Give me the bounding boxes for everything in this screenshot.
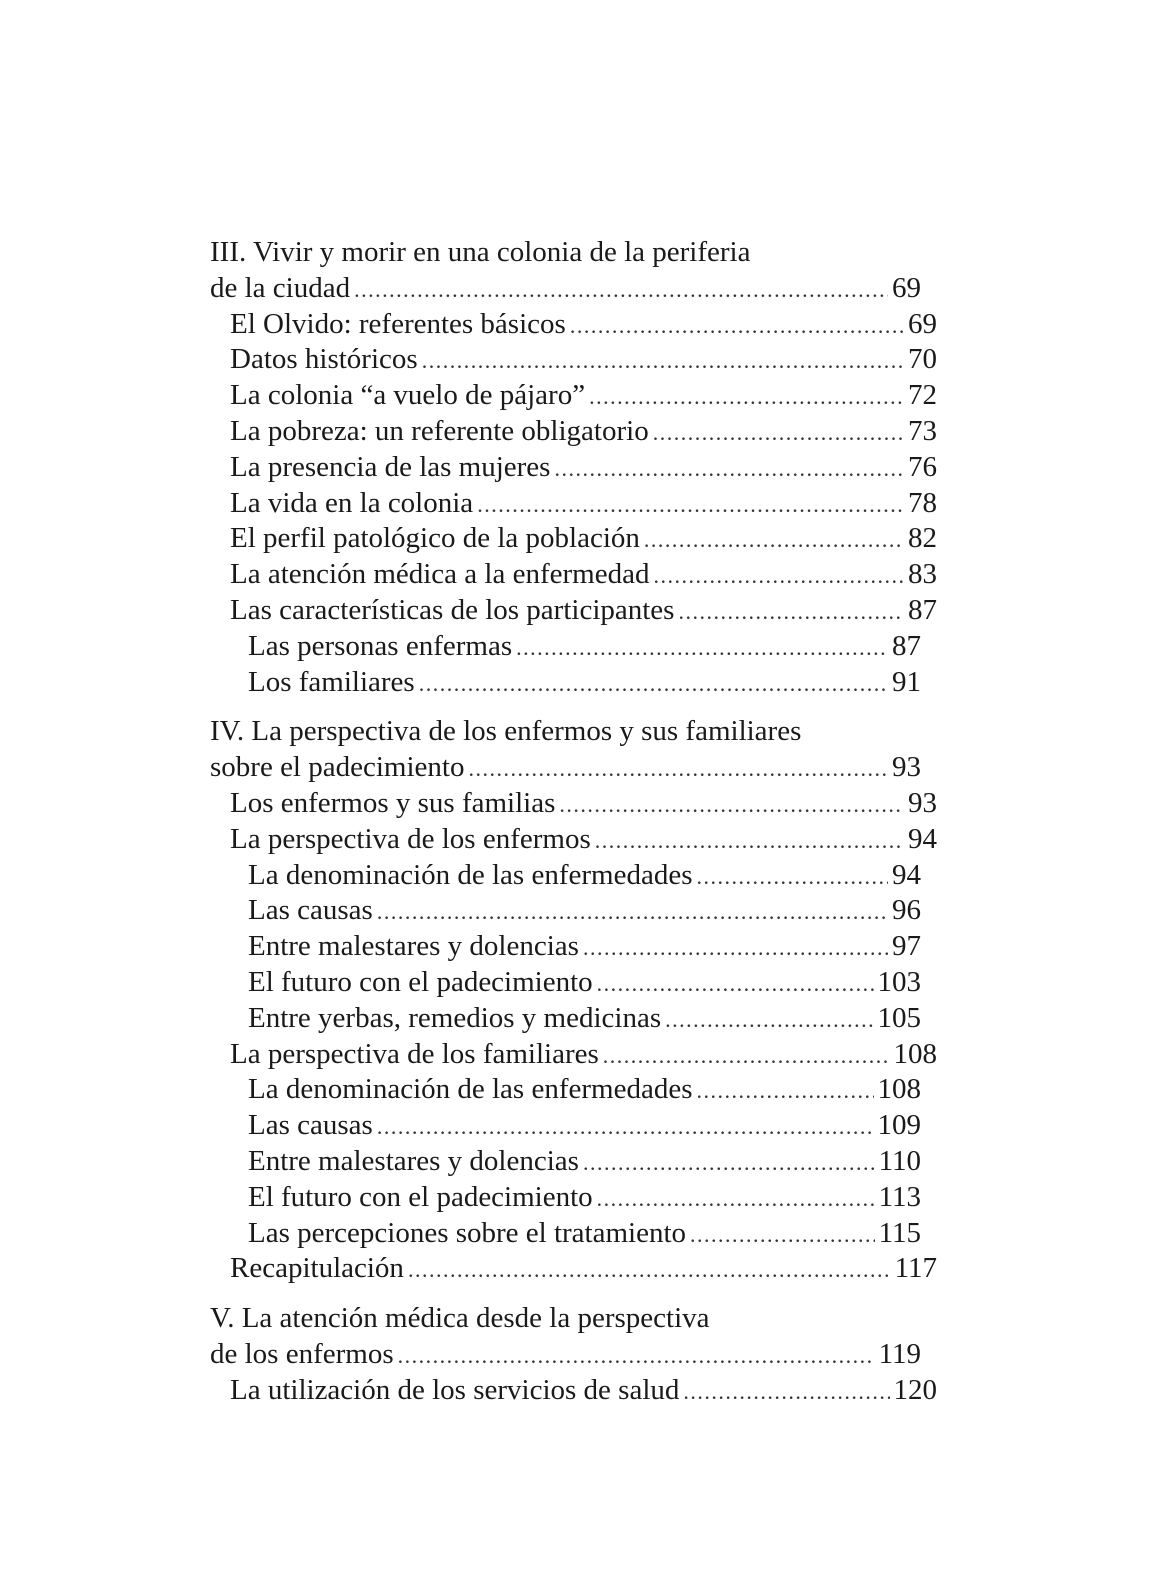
dot-leader [589,379,904,415]
toc-page-number: 87 [892,629,921,662]
toc-entry-label: Entre malestares y dolencias [248,930,579,963]
toc-entry [210,1072,921,1108]
toc-entry-label: Los enfermos y sus familias [230,786,556,819]
toc-entry-label: El futuro con el padecimiento [248,965,593,998]
toc-page-number: 82 [908,522,937,555]
chapter-title-continuation [210,1337,921,1373]
chapter-title: III. Vivir y morir en una colonia de la periferia [210,236,751,268]
toc-entry [210,378,937,414]
dot-leader [398,1338,875,1374]
toc-entry-label: La vida en la colonia [230,486,474,519]
toc-entry [210,1144,921,1180]
dot-leader [377,1109,874,1145]
dot-leader [554,451,904,487]
dot-leader [559,787,904,823]
toc-entry-label: Entre malestares y dolencias [248,1144,579,1177]
toc-entry-label: Las percepciones sobre el tratamiento [248,1216,687,1249]
table-of-contents [210,235,950,1409]
toc-page-number: 113 [878,1180,921,1213]
toc-entry [210,414,937,450]
toc-page-number: 94 [908,822,937,855]
toc-entry-label: La denominación de las enfermedades [248,858,693,891]
toc-page-number: 70 [908,343,937,376]
toc-page-number: 83 [908,558,937,591]
toc-entry-label: de la ciudad [210,271,351,304]
toc-entry [210,593,937,629]
toc-entry [210,629,921,665]
toc-page-number: 73 [908,414,937,447]
toc-page-number: 96 [892,894,921,927]
toc-entry [210,450,937,486]
dot-leader [516,630,888,666]
toc-entry-label: La perspectiva de los familiares [230,1037,599,1070]
toc-entry [210,342,937,378]
toc-entry-label: La presencia de las mujeres [230,450,551,483]
toc-entry-label: La colonia “a vuelo de pájaro” [230,379,586,412]
toc-entry-label: El Olvido: referentes básicos [230,307,566,340]
toc-entry-label: El perfil patológico de la población [230,522,640,555]
toc-page-number: 94 [892,858,921,891]
toc-entry [210,1037,937,1073]
toc-page-number: 108 [877,1073,921,1106]
toc-entry-label: La perspectiva de los enfermos [230,822,591,855]
dot-leader [678,594,904,630]
chapter-title: V. La atención médica desde la perspectiva [210,1302,710,1335]
dot-leader [603,1038,890,1074]
dot-leader [583,930,888,966]
toc-entry [210,521,937,557]
toc-page-number: 97 [892,930,921,963]
dot-leader [477,487,904,523]
toc-entry-label: Las características de los participantes [230,593,675,626]
toc-chapter [210,1301,950,1408]
chapter-title-continuation [210,271,921,307]
dot-leader [377,894,888,930]
toc-entry [210,1251,937,1287]
toc-entry-label: La pobreza: un referente obligatorio [230,414,649,447]
toc-entry-label: Datos históricos [230,343,418,376]
toc-entry [210,1373,937,1409]
toc-page-number: 69 [892,271,921,304]
toc-page-number: 93 [892,751,921,784]
dot-leader [570,308,904,344]
toc-entry [210,822,937,858]
toc-chapter [210,714,950,1287]
toc-page-number: 78 [908,486,937,519]
dot-leader [597,1181,875,1217]
toc-entry [210,486,937,522]
dot-leader [422,343,904,379]
toc-entry-label: El futuro con el padecimiento [248,1180,593,1213]
toc-entry [210,557,937,593]
toc-entry [210,893,921,929]
toc-entry-label: La atención médica a la enfermedad [230,558,650,591]
toc-entry [210,665,921,701]
toc-page-number: 105 [877,1001,921,1034]
toc-entry-label: Las personas enfermas [248,629,513,662]
dot-leader [583,1145,875,1181]
dot-leader [653,558,904,594]
toc-entry-label: La utilización de los servicios de salud [230,1373,680,1406]
toc-page-number: 103 [877,965,921,998]
toc-entry-label: Las causas [248,1109,373,1142]
dot-leader [653,415,904,451]
dot-leader [597,966,874,1002]
toc-page-number: 69 [908,307,937,340]
toc-page-number: 76 [908,450,937,483]
toc-entry-label: de los enfermos [210,1337,394,1370]
dot-leader [408,1252,891,1288]
toc-entry [210,786,937,822]
toc-entry-label: Entre yerbas, remedios y medicinas [248,1001,662,1034]
toc-entry-label: La denominación de las enfermedades [248,1073,693,1106]
dot-leader [696,1073,873,1109]
chapter-title: IV. La perspectiva de los enfermos y sus familiares [210,715,802,748]
toc-page-number: 91 [892,665,921,698]
toc-page-number: 119 [878,1337,921,1370]
dot-leader [595,823,904,859]
dot-leader [468,751,888,787]
toc-page-number: 87 [908,593,937,626]
toc-entry [210,965,921,1001]
toc-page-number: 93 [908,786,937,819]
dot-leader [354,272,888,308]
chapter-title-continuation [210,750,921,786]
toc-page-number: 120 [893,1373,937,1406]
toc-page-number: 110 [878,1144,921,1177]
toc-chapter [210,235,950,700]
toc-entry [210,1216,921,1252]
toc-entry [210,858,921,894]
dot-leader [419,666,888,702]
toc-entry [210,1001,921,1037]
toc-entry-label: Los familiares [248,665,415,698]
dot-leader [665,1002,873,1038]
toc-entry [210,1108,921,1144]
toc-page-number: 72 [908,379,937,412]
toc-page-number: 109 [877,1109,921,1142]
toc-entry [210,307,937,343]
toc-entry-label: Las causas [248,894,373,927]
toc-page-number: 108 [893,1037,937,1070]
toc-entry-label: sobre el padecimiento [210,751,465,784]
dot-leader [690,1217,875,1253]
toc-entry-label: Recapitulación [230,1252,404,1285]
toc-entry [210,929,921,965]
toc-entry [210,1180,921,1216]
dot-leader [683,1374,889,1410]
dot-leader [696,859,888,895]
dot-leader [644,522,904,558]
toc-page-number: 115 [878,1216,921,1249]
toc-page-number: 117 [894,1252,937,1285]
